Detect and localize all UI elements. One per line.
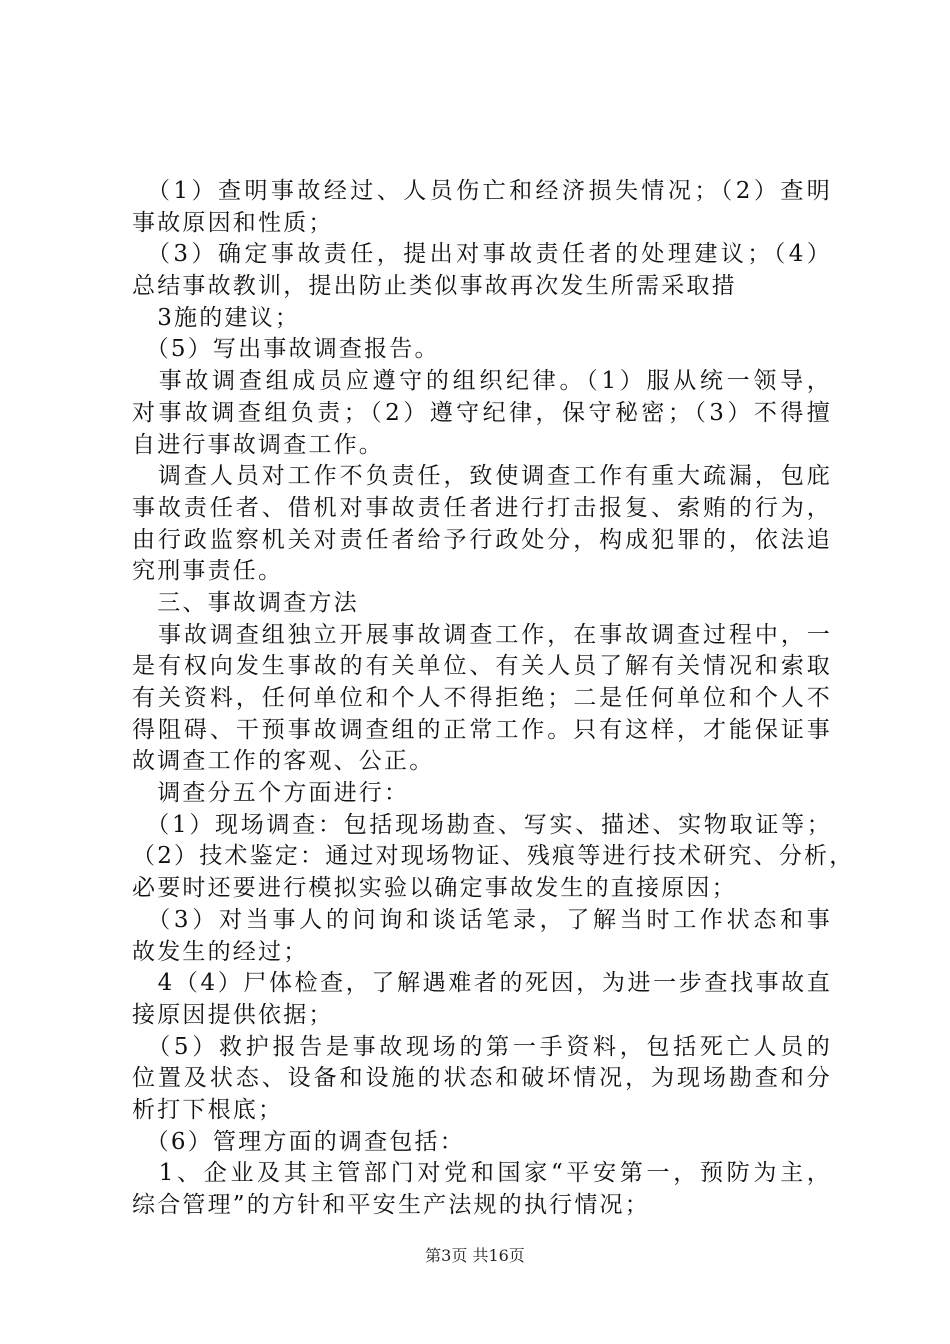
text-line: 综合管理”的方针和平安生产法规的执行情况； (132, 1192, 650, 1218)
text-line: （6）管理方面的调查包括： (132, 1128, 465, 1155)
text-line: 调查人员对工作不负责任，致使调查工作有重大疏漏，包庇 (132, 463, 832, 490)
text-line: 位置及状态、设备和设施的状态和破坏情况，为现场勘查和分 (132, 1065, 832, 1092)
text-line: 必要时还要进行模拟实验以确定事故发生的直接原因； (132, 875, 737, 902)
body-text (132, 176, 855, 1222)
text-line: 总结事故教训，提出防止类似事故再次发生所需采取措 (132, 273, 737, 300)
text-line: 析打下根底； (132, 1096, 284, 1123)
text-line: 事故调查组成员应遵守的组织纪律。（1）服从统一领导， (132, 368, 832, 395)
text-line: 事故责任者、借机对事故责任者进行打击报复、索贿的行为， (132, 494, 832, 521)
text-line: （3）对当事人的问询和谈话笔录，了解当时工作状态和事 (132, 906, 832, 933)
text-line: 是有权向发生事故的有关单位、有关人员了解有关情况和索取 (132, 653, 832, 680)
text-line: 事故原因和性质； (132, 209, 334, 236)
text-line: （3）确定事故责任，提出对事故责任者的处理建议；（4） (132, 241, 832, 268)
text-line: 自进行事故调查工作。 (132, 431, 384, 458)
text-line: （2）技术鉴定：通过对现场物证、残痕等进行技术研究、分析， (132, 843, 855, 870)
text-line: 1、企业及其主管部门对党和国家“平安第一，预防为主， (132, 1160, 832, 1187)
text-line: 有关资料，任何单位和个人不得拒绝；二是任何单位和个人不 (132, 685, 832, 711)
text-line: （1）现场调查：包括现场勘查、写实、描述、实物取证等； (132, 811, 832, 838)
text-line: 3施的建议； (132, 304, 301, 331)
text-line: 调查分五个方面进行： (132, 780, 410, 807)
text-line: 得阻碍、干预事故调查组的正常工作。只有这样，才能保证事 (132, 716, 832, 743)
text-line: 对事故调查组负责；（2）遵守纪律，保守秘密；（3）不得擅 (132, 399, 832, 426)
text-line: 接原因提供依据； (132, 1001, 334, 1028)
text-line: 由行政监察机关对责任者给予行政处分，构成犯罪的，依法追 (132, 526, 832, 553)
text-line: 故发生的经过； (132, 938, 309, 965)
text-line: （5）救护报告是事故现场的第一手资料，包括死亡人员的 (132, 1033, 832, 1060)
text-line: 三、事故调查方法 (132, 589, 359, 616)
text-line: 事故调查组独立开展事故调查工作，在事故调查过程中，一 (132, 621, 832, 648)
text-line: 究刑事责任。 (132, 558, 284, 585)
text-line: 故调查工作的客观、公正。 (132, 748, 435, 775)
text-line: （1）查明事故经过、人员伤亡和经济损失情况；（2）查明 (132, 178, 832, 204)
text-line: （5）写出事故调查报告。 (132, 336, 440, 363)
page-footer: 第3页 共16页 (425, 1246, 525, 1265)
text-line: 4（4）尸体检查，了解遇难者的死因，为进一步查找事故直 (132, 970, 832, 997)
